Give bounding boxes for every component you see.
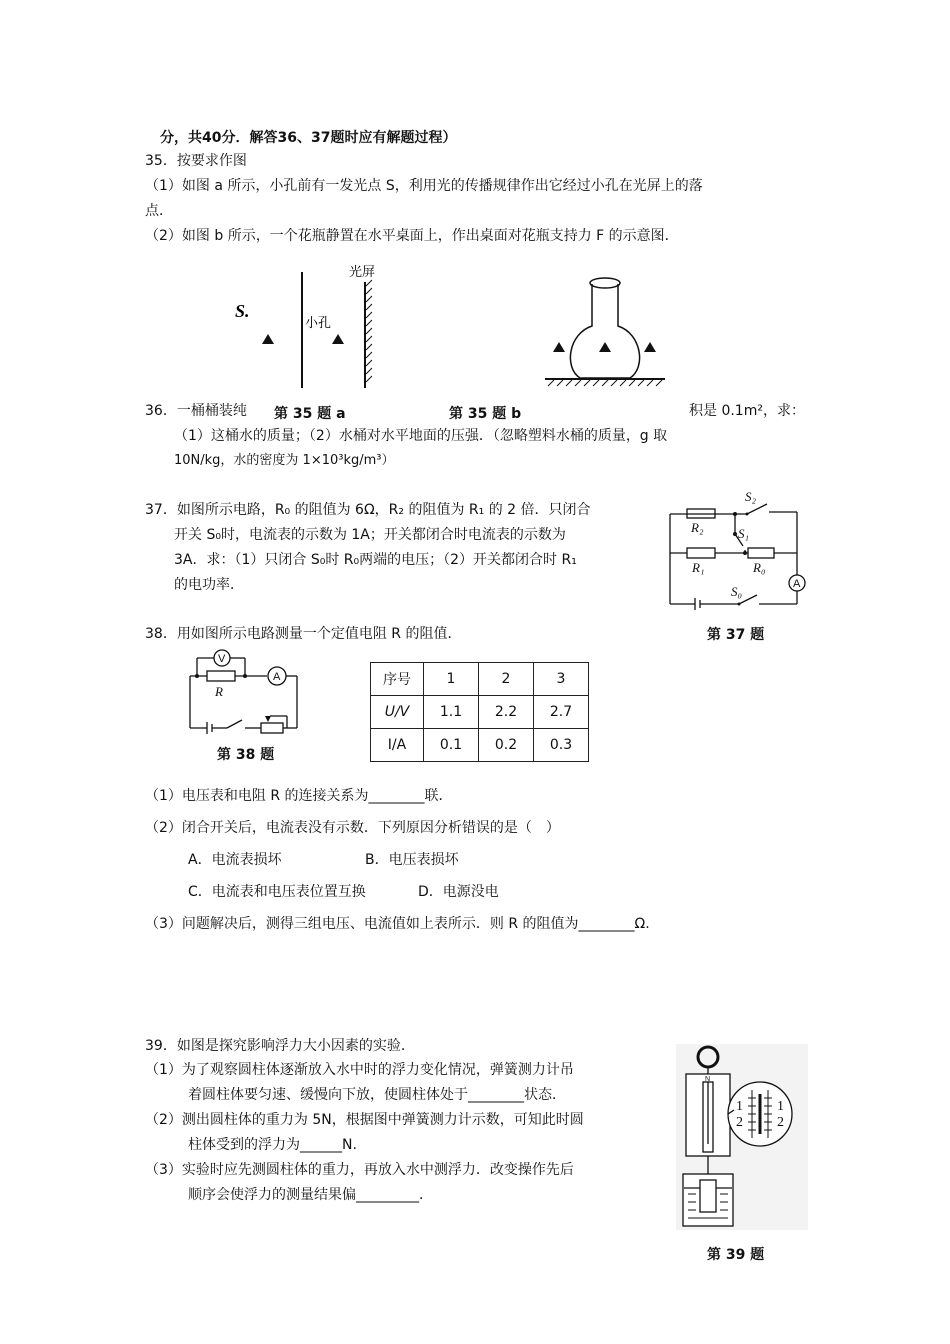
r1-label: R₁ — [692, 560, 705, 575]
table-row — [371, 729, 589, 762]
figure-37-caption: 第 37 题 — [707, 627, 765, 643]
q38-part2: （2）闭合开关后，电流表没有示数．下列原因分析错误的是（ ） — [145, 820, 560, 836]
q38-title: 38．用如图所示电路测量一个定值电阻 R 的阻值． — [145, 626, 462, 642]
point-s-label: S. — [235, 301, 250, 321]
q35-part2: （2）如图 b 所示，一个花瓶静置在水平桌面上，作出桌面对花瓶支持力 F 的示意图． — [145, 228, 679, 244]
q35-part1-line1: （1）如图 a 所示，小孔前有一发光点 S，利用光的传播规律作出它经过小孔在光屏上的落 — [145, 178, 703, 194]
ammeter-label: A — [793, 578, 801, 590]
zoom-scale-2-left: 2 — [736, 1115, 743, 1130]
table-cell: 1 — [424, 663, 479, 696]
table-cell: 2.7 — [534, 696, 589, 729]
q36-line2: （1）这桶水的质量；（2）水桶对水平地面的压强．（忽略塑料水桶的质量，g 取 — [174, 428, 668, 444]
table-cell: 0.2 — [479, 729, 534, 762]
table-cell: 3 — [534, 663, 589, 696]
figure-35a-caption: 第 35 题 a — [274, 406, 346, 422]
marker-triangle — [599, 342, 611, 352]
q38-option-b: B．电压表损坏 — [365, 852, 459, 868]
marker-triangle — [644, 342, 656, 352]
q38-part3: （3）问题解决后，测得三组电压、电流值如上表所示．则 R 的阻值为________Ω. — [145, 916, 650, 932]
q38-option-d: D．电源没电 — [418, 884, 499, 900]
screen-label: 光屏 — [349, 265, 376, 280]
table-cell: 1.1 — [424, 696, 479, 729]
table-cell: U/V — [371, 696, 424, 729]
table-cell: I/A — [371, 729, 424, 762]
section-header: 分，共40分．解答36、37题时应有解题过程） — [160, 130, 457, 146]
figure-39-spring-scale — [676, 1044, 808, 1230]
q39-part1-line2: 着圆柱体要匀速、缓慢向下放，使圆柱体处于________状态． — [188, 1087, 566, 1103]
zoom-scale-1-left: 1 — [736, 1099, 743, 1114]
resistor-label: R — [215, 684, 223, 699]
table-cell: 0.3 — [534, 729, 589, 762]
q36-line1-right: 积是 0.1m²，求： — [689, 403, 805, 419]
figure-38-caption: 第 38 题 — [217, 747, 275, 763]
q38-option-c: C．电流表和电压表位置互换 — [188, 884, 366, 900]
figure-35b — [540, 268, 670, 396]
marker-triangle — [553, 342, 565, 352]
q38-option-a: A．电流表损坏 — [188, 852, 282, 868]
r0-label: R₀ — [753, 560, 766, 575]
q39-part2-line2: 柱体受到的浮力为______N. — [188, 1137, 357, 1153]
pinhole-label: 小孔 — [305, 316, 332, 331]
q37-line4: 的电功率． — [174, 577, 244, 593]
q39-part3-line2: 顺序会使浮力的测量结果偏_________． — [188, 1187, 433, 1203]
zoom-scale-1-right: 1 — [777, 1099, 784, 1114]
table-cell: 2 — [479, 663, 534, 696]
table-cell: 序号 — [371, 663, 424, 696]
figure-39-caption: 第 39 题 — [707, 1247, 765, 1263]
s1-label: S₁ — [738, 526, 750, 541]
q37-line1: 37．如图所示电路，R₀ 的阻值为 6Ω，R₂ 的阻值为 R₁ 的 2 倍．只闭合 — [145, 502, 591, 518]
q38-data-table — [370, 662, 589, 762]
marker-triangle — [332, 334, 344, 344]
figure-37-circuit — [665, 488, 810, 610]
scale-unit-label: N — [705, 1076, 711, 1083]
table-cell: 0.1 — [424, 729, 479, 762]
q39-part3-line1: （3）实验时应先测圆柱体的重力，再放入水中测浮力．改变操作先后 — [145, 1162, 574, 1178]
voltmeter-label: V — [218, 653, 226, 665]
zoom-scale-2-right: 2 — [777, 1115, 784, 1130]
ammeter-label: A — [273, 671, 281, 683]
q39-title: 39．如图是探究影响浮力大小因素的实验． — [145, 1038, 415, 1054]
figure-38-circuit — [185, 648, 303, 732]
q38-part1: （1）电压表和电阻 R 的连接关系为________联． — [145, 788, 453, 804]
q39-part1-line1: （1）为了观察圆柱体逐渐放入水中时的浮力变化情况，弹簧测力计吊 — [145, 1062, 574, 1078]
figure-35b-caption: 第 35 题 b — [449, 406, 522, 422]
q36-line1-left: 36．一桶桶装纯 — [145, 403, 247, 419]
q35-title: 35．按要求作图 — [145, 153, 247, 169]
q37-line3: 3A．求：（1）只闭合 S₀时 R₀两端的电压；（2）开关都闭合时 R₁ — [174, 552, 577, 568]
vase-outline — [570, 284, 639, 378]
q35-part1-line2: 点． — [145, 203, 173, 219]
s2-label: S₂ — [745, 489, 757, 504]
table-row — [371, 696, 589, 729]
q39-part2-line1: （2）测出圆柱体的重力为 5N，根据图中弹簧测力计示数，可知此时圆 — [145, 1112, 584, 1128]
table-cell: 2.2 — [479, 696, 534, 729]
r2-label: R₂ — [691, 520, 704, 535]
q37-line2: 开关 S₀时，电流表的示数为 1A；开关都闭合时电流表的示数为 — [174, 527, 566, 543]
q36-line3: 10N/kg，水的密度为 1×10³kg/m³） — [174, 453, 395, 468]
s0-label: S₀ — [731, 584, 743, 599]
table-header-row — [371, 663, 589, 696]
figure-35a — [225, 260, 395, 395]
marker-triangle — [262, 334, 274, 344]
